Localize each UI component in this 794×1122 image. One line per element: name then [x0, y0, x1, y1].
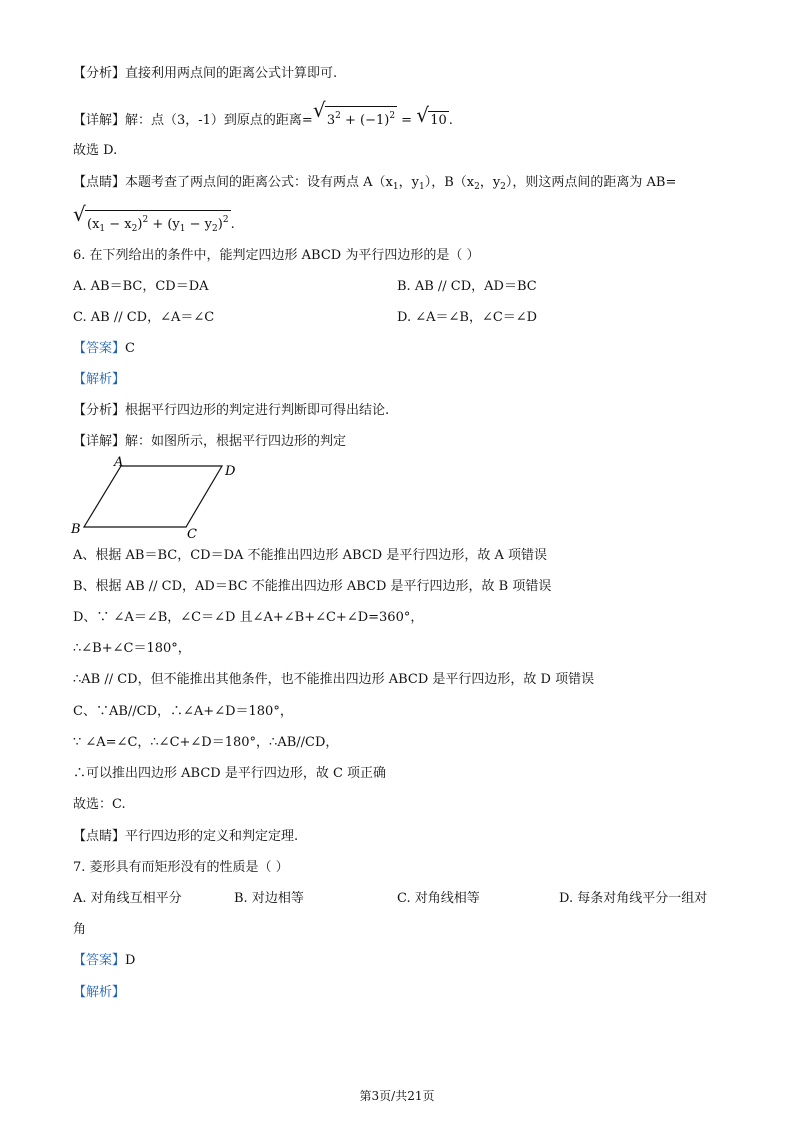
question-6: 6. 在下列给出的条件中，能判定四边形 ABCD 为平行四边形的是（ ）	[73, 248, 480, 263]
q7-option-b: B. 对边相等	[234, 891, 304, 906]
remark-6: 【点睛】平行四边形的定义和判定定理.	[73, 829, 299, 844]
answer-6	[73, 340, 135, 358]
sub-2: 1	[418, 182, 425, 192]
reason-d-3: ∴AB // CD，但不能推出其他条件，也不能推出四边形 ABCD 是平行四边形，故 D 项错误	[73, 672, 595, 687]
distance-formula: √ $(x_1 - x_2)^2 + (y_1 - y_2)^2$ .	[73, 210, 235, 238]
sub-3: 2	[474, 182, 480, 192]
answer-value: C	[125, 341, 135, 356]
detail-6: 【详解】解：如图所示，根据平行四边形的判定	[73, 434, 347, 449]
q6-option-d: D. ∠A＝∠B，∠C＝∠D	[397, 310, 538, 325]
minus-one-term: + (−1)	[340, 113, 390, 128]
q6-option-b: B. AB // CD，AD＝BC	[397, 279, 537, 294]
sqrt-formula: √ $(x_1 - x_2)^2 + (y_1 - y_2)^2$	[73, 210, 231, 238]
q7-option-d: D. 每条对角线平分一组对	[559, 891, 708, 906]
remark-text-c: ），B（x	[424, 175, 475, 190]
reason-b: B、根据 AB // CD，AD＝BC 不能推出四边形 ABCD 是平行四边形，故 B 项错误	[73, 579, 552, 594]
reason-c-2: ∵ ∠A=∠C，∴∠C+∠D＝180°，∴AB//CD，	[73, 735, 339, 750]
answer-value-7: D	[125, 953, 136, 968]
sub-4: 2	[500, 182, 506, 192]
q6-option-a: A. AB＝BC，CD＝DA	[73, 279, 209, 294]
q7-option-a: A. 对角线互相平分	[73, 891, 182, 906]
parallelogram-shape	[84, 466, 222, 527]
sub-1: 1	[392, 182, 399, 192]
answer-tag: 【答案】	[73, 341, 126, 356]
q7-option-c: C. 对角线相等	[397, 891, 480, 906]
page-footer: 第3页/共21页	[359, 1089, 435, 1103]
remark-text-d: ，y	[479, 175, 501, 190]
equals: =	[397, 113, 417, 128]
vertex-d-label: D	[225, 464, 236, 479]
answer-tag-7: 【答案】	[73, 953, 126, 968]
answer-7	[73, 952, 135, 970]
q6-option-c: C. AB // CD，∠A＝∠C	[73, 310, 215, 325]
choose-d-line: 故选 D.	[73, 143, 118, 158]
period: .	[448, 113, 453, 128]
vertex-a-label: A	[114, 455, 124, 470]
sqrt-ten: √ 10	[416, 103, 447, 128]
reason-c-3: ∴可以推出四边形 ABCD 是平行四边形，故 C 项正确	[73, 766, 387, 781]
explanation-tag-6: 【解析】	[73, 372, 126, 387]
base-3: 3	[326, 113, 336, 128]
remark-line	[73, 174, 676, 196]
vertex-b-label: B	[71, 522, 81, 537]
analysis-6: 【分析】根据平行四边形的判定进行判断即可得出结论.	[73, 403, 390, 418]
exponent: 2	[335, 111, 341, 121]
reason-a: A、根据 AB＝BC，CD＝DA 不能推出四边形 ABCD 是平行四边形，故 A 项错误	[73, 548, 547, 563]
reason-d-1: D、∵ ∠A＝∠B，∠C＝∠D 且∠A+∠B+∠C+∠D=360°，	[73, 610, 424, 625]
remark-text-e: ），则这两点间的距离为 AB=	[505, 175, 677, 190]
q7-option-d-cont: 角	[73, 922, 87, 937]
sqrt-expression: √ $3^2 + (-1)^2$	[312, 98, 396, 128]
explanation-tag-7: 【解析】	[73, 985, 126, 1000]
analysis-line: 【分析】直接利用两点间的距离公式计算即可.	[73, 66, 338, 81]
detail-line	[73, 98, 453, 130]
detail-prefix: 【详解】解：点（3，-1）到原点的距离=	[73, 113, 313, 128]
remark-text-b: ，y	[398, 175, 419, 190]
question-7: 7. 菱形具有而矩形没有的性质是（ ）	[73, 860, 289, 875]
remark-text-a: 【点睛】本题考查了两点间的距离公式：设有两点 A（x	[73, 175, 393, 190]
vertex-c-label: C	[187, 527, 197, 541]
reason-d-2: ∴∠B+∠C＝180°，	[73, 641, 191, 656]
parallelogram-figure	[66, 455, 246, 541]
exponent-2: 2	[389, 111, 396, 121]
choose-c-line: 故选：C.	[73, 797, 126, 812]
reason-c-1: C、∵AB//CD，∴∠A+∠D＝180°，	[73, 704, 293, 719]
